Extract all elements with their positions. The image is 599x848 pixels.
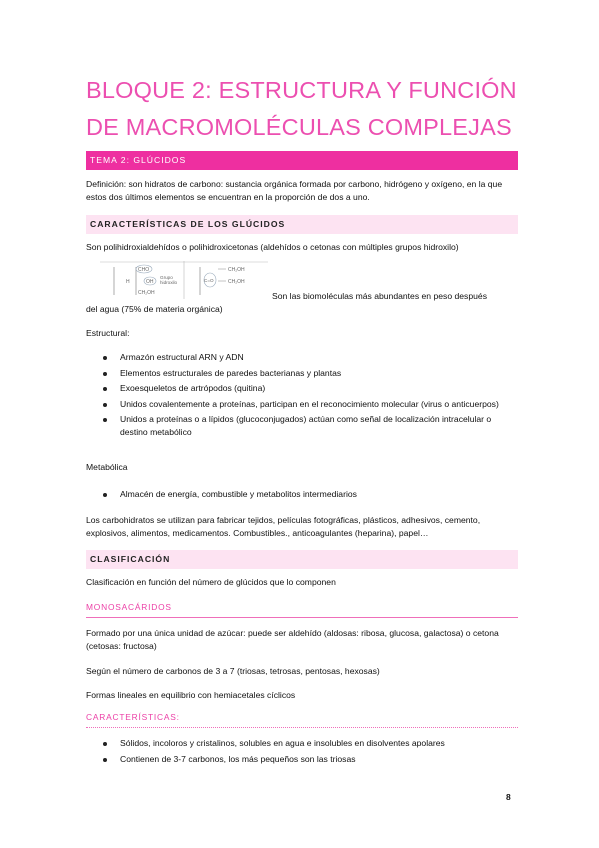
page-title: BLOQUE 2: ESTRUCTURA Y FUNCIÓN DE MACROMOLÉCULAS COMPLEJAS (86, 77, 517, 140)
bullet-icon (103, 742, 107, 746)
polihidroxi-paragraph: Son polihidroxialdehídos o polihidroxicetonas (aldehídos o cetonas con múltiples grupos hidroxilo) (86, 242, 459, 252)
metabolica-list (86, 488, 518, 504)
bullet-icon (103, 403, 107, 407)
list-item (86, 382, 518, 395)
estructural-list (86, 351, 518, 442)
estructural-label: Estructural: (86, 328, 130, 338)
biomoleculas-line-1: Son las biomoléculas más abundantes en peso después (272, 291, 487, 301)
page-number: 8 (506, 792, 511, 802)
diagram-h-label: H (126, 279, 130, 285)
bullet-icon (103, 758, 107, 762)
diagram-hidroxilo-label: hidroxilo (160, 280, 178, 285)
list-item-text: Almacén de energía, combustible y metabolitos intermediarios (120, 489, 357, 499)
list-item-text: Elementos estructurales de paredes bacterianas y plantas (120, 367, 342, 378)
diagram-co-label: C=O (204, 278, 214, 283)
tema-band: TEMA 2: GLÚCIDOS (86, 151, 518, 170)
list-item-text: Exoesqueletos de artrópodos (quitina) (120, 383, 266, 393)
list-item-text: Sólidos, incoloros y cristalinos, solubles en agua e insolubles en disolventes apolares (120, 738, 445, 748)
list-item (86, 737, 518, 750)
list-item-text: Unidos a proteínas o a lípidos (glucoconjugados) actúan como señal de localización intracelular o destino metabólico (120, 414, 492, 437)
monosacaridos-definition: Formado por una única unidad de azúcar: puede ser aldehído (aldosas: ribosa, glucosa, galactosa) o cetona (cetosas: fructosa) (86, 628, 499, 651)
caracteristicas-heading: CARACTERÍSTICAS: (86, 712, 518, 728)
definicion-paragraph: Definición: son hidratos de carbono: sustancia orgánica formada por carbono, hidrógeno y oxígeno, en la que estos dos últimos elementos se encuentran en la proporción de dos a uno. (86, 179, 503, 202)
biomoleculas-line-2: del agua (75% de materia orgánica) (86, 304, 223, 314)
list-item-text: Contienen de 3-7 carbonos, los más pequeños son las triosas (120, 753, 356, 764)
list-item (86, 488, 518, 501)
caracteristicas-band: CARACTERÍSTICAS DE LOS GLÚCIDOS (86, 215, 518, 234)
list-item (86, 413, 518, 439)
diagram-grupo-label: Grupo (160, 275, 173, 280)
list-item-text: Unidos covalentemente a proteínas, participan en el reconocimiento molecular (virus o anticuerpos) (120, 398, 499, 409)
caracteristicas-list (86, 737, 518, 768)
diagram-ch2oh-label-b: CH₂OH (228, 267, 245, 273)
monosacaridos-heading: MONOSACÁRIDOS (86, 602, 518, 618)
monosacaridos-carbonos: Según el número de carbonos de 3 a 7 (triosas, tetrosas, pentosas, hexosas) (86, 666, 380, 676)
diagram-oh-label: OH (146, 279, 154, 285)
monosacaridos-formas: Formas lineales en equilibrio con hemiacetales cíclicos (86, 690, 296, 700)
glucidos-structure-figure (100, 261, 268, 299)
bullet-icon (103, 372, 107, 376)
bullet-icon (103, 493, 107, 497)
bullet-icon (103, 356, 107, 360)
clasificacion-paragraph: Clasificación en función del número de glúcidos que lo componen (86, 577, 336, 587)
clasificacion-band: CLASIFICACIÓN (86, 550, 518, 569)
diagram-cho-label: CHO (138, 267, 150, 273)
list-item (86, 753, 518, 766)
list-item (86, 367, 518, 380)
bullet-icon (103, 418, 107, 422)
diagram-ch2oh-label-a: CH₂OH (138, 290, 155, 296)
bullet-icon (103, 387, 107, 391)
usos-paragraph: Los carbohidratos se utilizan para fabricar tejidos, películas fotográficas, plásticos, adhesivos, cemento, explosivos, alimentos, medicamentos. Combustibles., anticoagulantes (heparina), papel… (86, 515, 481, 538)
list-item (86, 351, 518, 364)
list-item (86, 398, 518, 411)
diagram-ch2oh-label-c: CH₂OH (228, 279, 245, 285)
metabolica-label: Metabólica (86, 462, 128, 472)
list-item-text: Armazón estructural ARN y ADN (120, 352, 244, 362)
